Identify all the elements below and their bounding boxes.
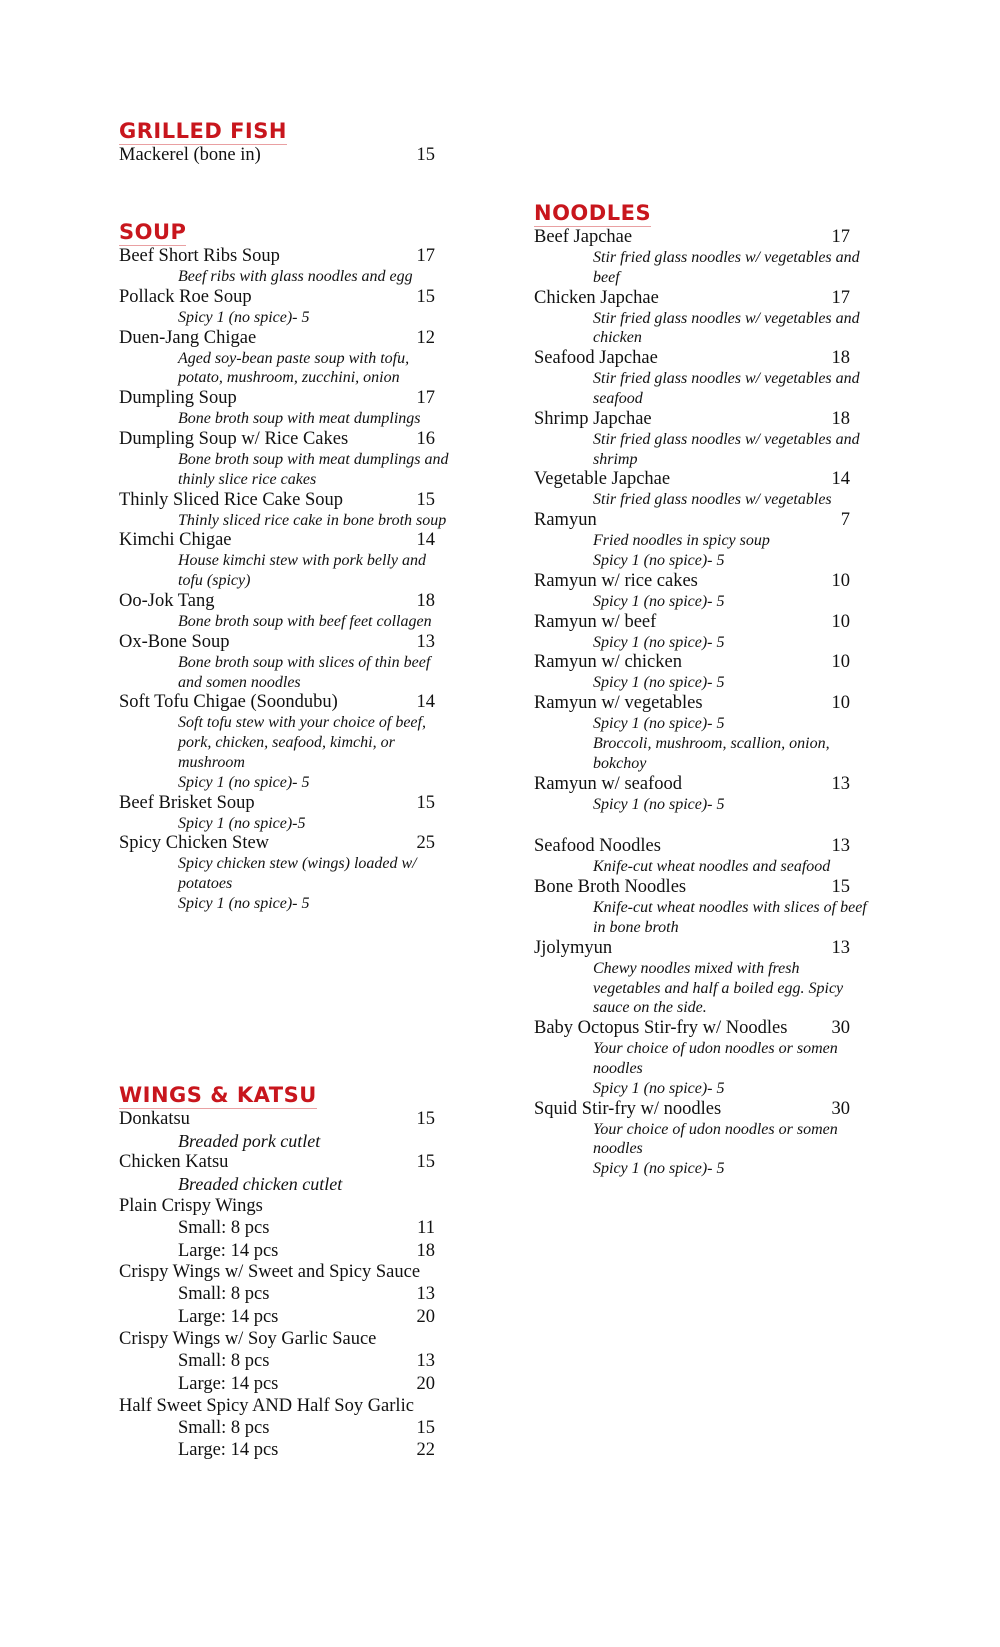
menu-item [119, 328, 435, 349]
item-name: Crispy Wings w/ Soy Garlic Sauce [119, 1328, 377, 1349]
item-name: Baby Octopus Stir-fry w/ Noodles [534, 1018, 788, 1039]
item-name: Thinly Sliced Rice Cake Soup [119, 489, 344, 510]
menu-item [534, 774, 850, 795]
size-label: Large: 14 pcs [178, 1307, 279, 1328]
menu-item [119, 429, 435, 450]
item-name: Dumpling Soup [119, 388, 237, 409]
size-option [119, 1306, 435, 1329]
size-label: Small: 8 pcs [178, 1350, 270, 1371]
item-description: noodles [593, 1059, 643, 1077]
item-name: Oo-Jok Tang [119, 590, 215, 611]
menu-item [119, 1152, 435, 1173]
left-column [119, 118, 449, 1462]
item-price: 15 [416, 145, 435, 165]
size-price: 20 [416, 1307, 435, 1328]
size-label: Small: 8 pcs [178, 1217, 270, 1238]
item-price: 25 [416, 833, 435, 854]
noodles-section [534, 200, 894, 1179]
item-description: bokchoy [593, 754, 647, 772]
menu-item [534, 469, 850, 490]
item-price: 17 [831, 227, 850, 247]
size-price: 18 [416, 1240, 435, 1261]
menu-item [119, 632, 435, 653]
section-heading: NOODLES [534, 201, 652, 225]
menu-item [119, 793, 435, 814]
menu-item [119, 1262, 435, 1283]
item-description: Spicy 1 (no spice)- 5 [593, 674, 725, 692]
item-description: Spicy 1 (no spice)- 5 [593, 592, 725, 610]
item-description: Stir fried glass noodles w/ vegetables and [593, 370, 860, 388]
item-description: House kimchi stew with pork belly and [178, 552, 426, 570]
item-name: Jjolymyun [534, 937, 613, 958]
item-description: Stir fried glass noodles w/ vegetables and [593, 309, 860, 327]
menu-item [534, 836, 850, 857]
size-label: Large: 14 pcs [178, 1440, 279, 1461]
item-description: in bone broth [593, 918, 679, 936]
item-description: Spicy 1 (no spice)- 5 [178, 773, 310, 791]
right-column [534, 200, 894, 1179]
menu-item [119, 1109, 435, 1130]
item-description: Spicy 1 (no spice)- 5 [593, 633, 725, 651]
item-description: pork, chicken, seafood, kimchi, or [178, 734, 395, 752]
item-description: Your choice of udon noodles or somen [593, 1120, 838, 1138]
item-name: Ramyun w/ chicken [534, 652, 682, 673]
item-name: Spicy Chicken Stew [119, 833, 270, 854]
item-description: Bone broth soup with beef feet collagen [178, 612, 432, 630]
item-description: Knife-cut wheat noodles and seafood [593, 858, 831, 876]
menu-item [119, 591, 435, 612]
item-description: noodles [593, 1140, 643, 1158]
item-description: Stir fried glass noodles w/ vegetables [593, 491, 832, 509]
item-price: 14 [416, 530, 435, 551]
item-price: 13 [831, 836, 850, 857]
menu-item [119, 246, 435, 267]
item-name: Ramyun w/ beef [534, 611, 657, 632]
item-description: beef [593, 268, 620, 286]
menu-item [534, 1018, 850, 1039]
menu-item [119, 490, 435, 511]
wings-katsu-section [119, 1082, 449, 1462]
grilled-fish-section [119, 118, 449, 166]
item-price: 10 [831, 652, 850, 673]
item-price: 30 [831, 1098, 850, 1119]
item-name: Ramyun w/ vegetables [534, 693, 703, 714]
size-option [119, 1439, 435, 1462]
menu-item [534, 612, 850, 633]
size-option [119, 1217, 435, 1240]
item-price: 15 [416, 489, 435, 510]
item-price: 15 [831, 877, 850, 898]
section-heading: SOUP [119, 220, 187, 244]
item-price: 13 [831, 773, 850, 794]
item-description: chicken [593, 329, 642, 347]
item-name: Mackerel (bone in) [119, 145, 261, 165]
menu-item [534, 571, 850, 592]
item-name: Chicken Japchae [534, 287, 659, 308]
item-price: 17 [831, 287, 850, 308]
item-price: 15 [416, 1152, 435, 1173]
item-description: Bone broth soup with slices of thin beef [178, 653, 431, 671]
size-price: 20 [416, 1373, 435, 1394]
item-price: 16 [416, 428, 435, 449]
item-name: Ramyun w/ seafood [534, 773, 682, 794]
item-description: Broccoli, mushroom, scallion, onion, [593, 734, 830, 752]
item-price: 10 [831, 570, 850, 591]
menu-item [534, 938, 850, 959]
soup-section [119, 219, 449, 914]
size-price: 13 [416, 1284, 435, 1305]
section-heading: GRILLED FISH [119, 119, 287, 143]
item-name: Squid Stir-fry w/ noodles [534, 1098, 722, 1119]
menu-item [119, 1396, 435, 1417]
item-name: Pollack Roe Soup [119, 286, 252, 307]
item-description: Spicy 1 (no spice)- 5 [178, 308, 310, 326]
item-name: Ox-Bone Soup [119, 631, 230, 652]
size-option [119, 1350, 435, 1373]
menu-item [119, 1329, 435, 1350]
item-description: Beef ribs with glass noodles and egg [178, 268, 413, 285]
item-price: 18 [416, 590, 435, 611]
menu-item [119, 833, 435, 854]
item-description: thinly slice rice cakes [178, 470, 317, 488]
item-description: Spicy 1 (no spice)- 5 [178, 894, 310, 912]
item-description: Fried noodles in spicy soup [593, 532, 770, 550]
item-description: Spicy 1 (no spice)-5 [178, 814, 306, 832]
item-name: Duen-Jang Chigae [119, 327, 257, 348]
menu-item [534, 1099, 850, 1120]
item-description: Bone broth soup with meat dumplings and [178, 450, 449, 468]
item-name: Half Sweet Spicy AND Half Soy Garlic [119, 1395, 414, 1416]
item-name: Seafood Japchae [534, 348, 658, 369]
item-description: mushroom [178, 753, 245, 771]
item-description: Your choice of udon noodles or somen [593, 1040, 838, 1058]
menu-item [534, 693, 850, 714]
item-description: Bone broth soup with meat dumplings [178, 410, 421, 428]
item-price: 13 [416, 631, 435, 652]
size-option [119, 1373, 435, 1396]
item-description: potatoes [178, 875, 233, 893]
item-price: 17 [416, 388, 435, 409]
item-name: Shrimp Japchae [534, 408, 652, 429]
item-name: Kimchi Chigae [119, 530, 232, 551]
item-description: Stir fried glass noodles w/ vegetables and [593, 249, 860, 266]
item-description: Spicy 1 (no spice)- 5 [593, 715, 725, 733]
size-label: Small: 8 pcs [178, 1284, 270, 1305]
size-label: Large: 14 pcs [178, 1373, 279, 1394]
menu-item [119, 388, 435, 409]
item-name: Ramyun [534, 510, 597, 531]
item-price: 17 [416, 246, 435, 266]
item-price: 30 [831, 1018, 850, 1039]
size-option [119, 1240, 435, 1263]
item-description: potato, mushroom, zucchini, onion [178, 369, 400, 387]
item-price: 15 [416, 792, 435, 813]
size-price: 15 [416, 1417, 435, 1438]
item-description: Soft tofu stew with your choice of beef, [178, 714, 426, 732]
item-price: 12 [416, 327, 435, 348]
item-description: and somen noodles [178, 673, 301, 691]
item-name: Soft Tofu Chigae (Soondubu) [119, 692, 338, 713]
item-price: 15 [416, 1108, 435, 1129]
menu-item [119, 530, 435, 551]
item-price: 14 [831, 469, 850, 490]
menu-item [534, 227, 850, 248]
size-price: 22 [416, 1440, 435, 1461]
size-option [119, 1283, 435, 1306]
item-price: 13 [831, 937, 850, 958]
section-heading: WINGS & KATSU [119, 1082, 317, 1107]
item-name: Seafood Noodles [534, 836, 661, 857]
item-description: Stir fried glass noodles w/ vegetables and [593, 430, 860, 448]
item-name: Crispy Wings w/ Sweet and Spicy Sauce [119, 1262, 421, 1283]
item-price: 10 [831, 693, 850, 714]
menu-item [534, 877, 850, 898]
item-description: Spicy 1 (no spice)- 5 [593, 1079, 725, 1097]
item-price: 15 [416, 286, 435, 307]
menu-item [534, 409, 850, 430]
item-name: Chicken Katsu [119, 1152, 229, 1173]
item-description: sauce on the side. [593, 999, 707, 1017]
item-description: Breaded pork cutlet [178, 1130, 321, 1151]
item-name: Beef Brisket Soup [119, 792, 255, 813]
menu-item [119, 1196, 435, 1217]
size-price: 11 [417, 1217, 435, 1238]
item-description: Spicy 1 (no spice)- 5 [593, 1160, 725, 1178]
item-description: Breaded chicken cutlet [178, 1174, 343, 1195]
item-price: 10 [831, 611, 850, 632]
item-name: Beef Short Ribs Soup [119, 246, 280, 266]
item-name: Vegetable Japchae [534, 469, 671, 490]
menu-item [534, 348, 850, 369]
item-description: Spicy chicken stew (wings) loaded w/ [178, 855, 417, 873]
menu-item [119, 692, 435, 713]
item-description: Knife-cut wheat noodles with slices of beef [593, 899, 867, 917]
item-price: 14 [416, 692, 435, 713]
menu-item [119, 145, 435, 166]
menu-item [534, 288, 850, 309]
item-description: Chewy noodles mixed with fresh [593, 959, 800, 977]
menu-item [534, 510, 850, 531]
item-name: Donkatsu [119, 1108, 190, 1129]
size-label: Large: 14 pcs [178, 1240, 279, 1261]
item-description: Spicy 1 (no spice)- 5 [593, 551, 725, 569]
item-description: Spicy 1 (no spice)- 5 [593, 795, 725, 813]
item-name: Bone Broth Noodles [534, 877, 687, 898]
menu-item [534, 652, 850, 673]
item-description: tofu (spicy) [178, 572, 251, 590]
item-description: Aged soy-bean paste soup with tofu, [178, 349, 410, 367]
item-price: 18 [831, 408, 850, 429]
item-description: Thinly sliced rice cake in bone broth soup [178, 511, 447, 529]
item-price: 7 [840, 510, 850, 531]
item-description: seafood [593, 389, 643, 407]
item-price: 18 [831, 348, 850, 369]
size-label: Small: 8 pcs [178, 1417, 270, 1438]
item-name: Plain Crispy Wings [119, 1195, 263, 1216]
menu-item [119, 287, 435, 308]
size-option [119, 1417, 435, 1440]
item-description: vegetables and half a boiled egg. Spicy [593, 979, 844, 997]
item-description: shrimp [593, 450, 638, 468]
item-name: Dumpling Soup w/ Rice Cakes [119, 428, 349, 449]
item-name: Ramyun w/ rice cakes [534, 570, 698, 591]
item-name: Beef Japchae [534, 227, 633, 247]
size-price: 13 [416, 1350, 435, 1371]
